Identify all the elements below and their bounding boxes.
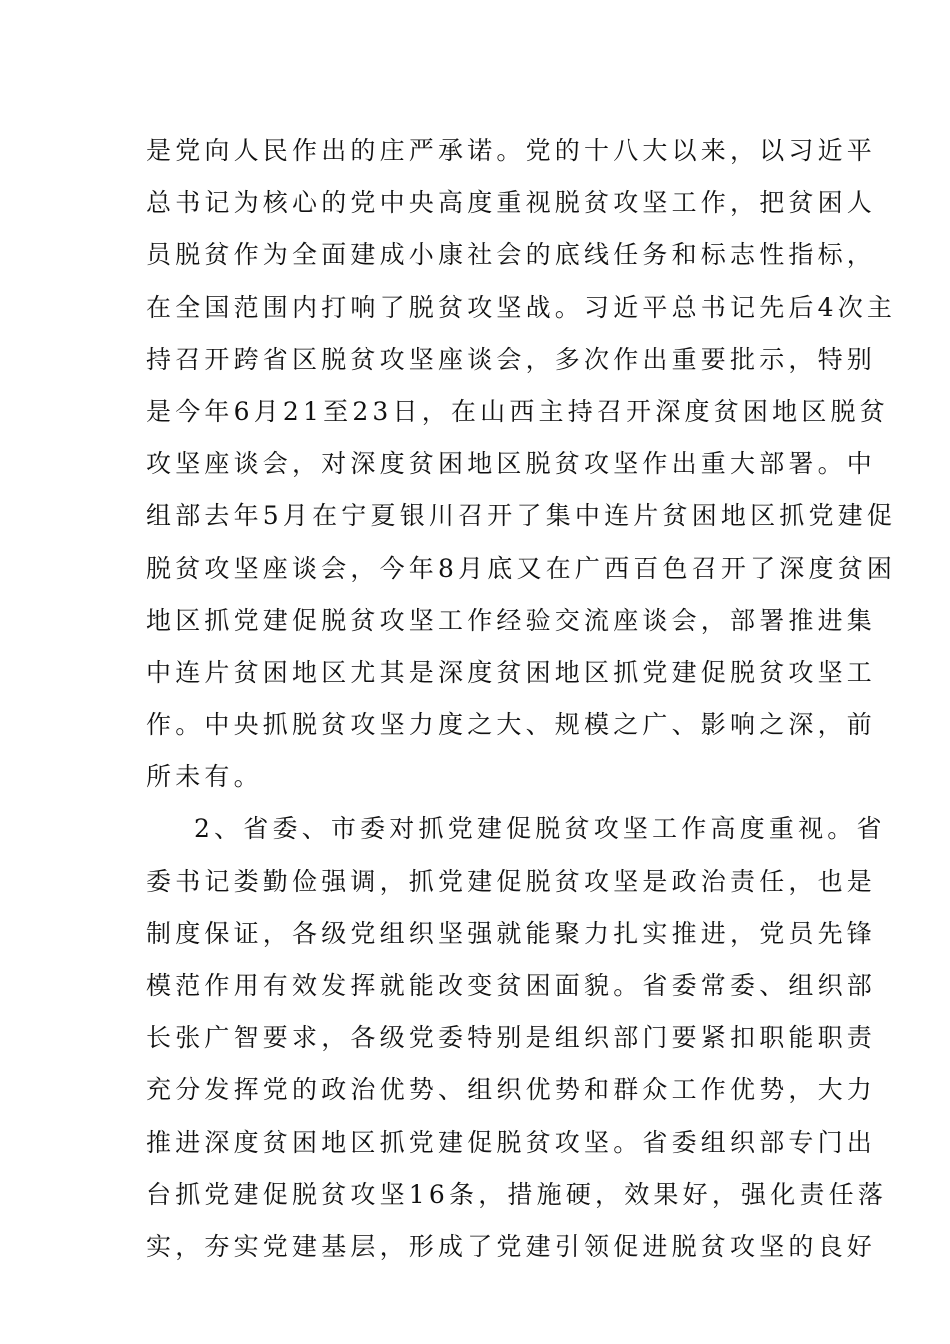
text-line: 员脱贫作为全面建成小康社会的底线任务和标志性指标，	[146, 240, 877, 270]
text-line: 充分发挥党的政治优势、组织优势和群众工作优势，大力	[146, 1075, 877, 1105]
text-line: 推进深度贫困地区抓党建促脱贫攻坚。省委组织部专门出	[146, 1127, 877, 1157]
text-line: 总书记为核心的党中央高度重视脱贫攻坚工作，把贫困人	[146, 188, 877, 218]
text-line: 委书记娄勤俭强调，抓党建促脱贫攻坚是政治责任，也是	[146, 866, 877, 896]
text-line: 制度保证，各级党组织坚强就能聚力扎实推进，党员先锋	[146, 918, 877, 948]
text-line: 实，夯实党建基层，形成了党建引领促进脱贫攻坚的良好	[146, 1231, 877, 1261]
paragraph-2-first-line: 2、省委、市委对抓党建促脱贫攻坚工作高度重视。省	[194, 814, 886, 844]
text-line: 是党向人民作出的庄严承诺。党的十八大以来，以习近平	[146, 136, 877, 165]
text-line: 模范作用有效发挥就能改变贫困面貌。省委常委、组织部	[146, 971, 877, 1000]
text-line: 是今年6月21至23日，在山西主持召开深度贫困地区脱贫	[146, 396, 889, 426]
body-text	[146, 125, 897, 1273]
text-line: 持召开跨省区脱贫攻坚座谈会，多次作出重要批示，特别	[146, 344, 877, 374]
text-line: 地区抓党建促脱贫攻坚工作经验交流座谈会，部署推进集	[146, 605, 877, 635]
text-line: 在全国范围内打响了脱贫攻坚战。习近平总书记先后4次主	[146, 292, 897, 322]
text-line: 作。中央抓脱贫攻坚力度之大、规模之广、影响之深，前	[146, 710, 877, 740]
text-line: 台抓党建促脱贫攻坚16条，措施硬，效果好，强化责任落	[146, 1179, 888, 1209]
text-line: 中连片贫困地区尤其是深度贫困地区抓党建促脱贫攻坚工	[146, 657, 877, 687]
text-line: 所未有。	[146, 762, 263, 792]
text-line: 长张广智要求，各级党委特别是组织部门要紧扣职能职责	[146, 1023, 877, 1053]
text-line: 组部去年5月在宁夏银川召开了集中连片贫困地区抓党建促	[146, 501, 897, 531]
text-line: 脱贫攻坚座谈会，今年8月底又在广西百色召开了深度贫困	[146, 553, 897, 583]
text-line: 攻坚座谈会，对深度贫困地区脱贫攻坚作出重大部署。中	[146, 449, 877, 479]
